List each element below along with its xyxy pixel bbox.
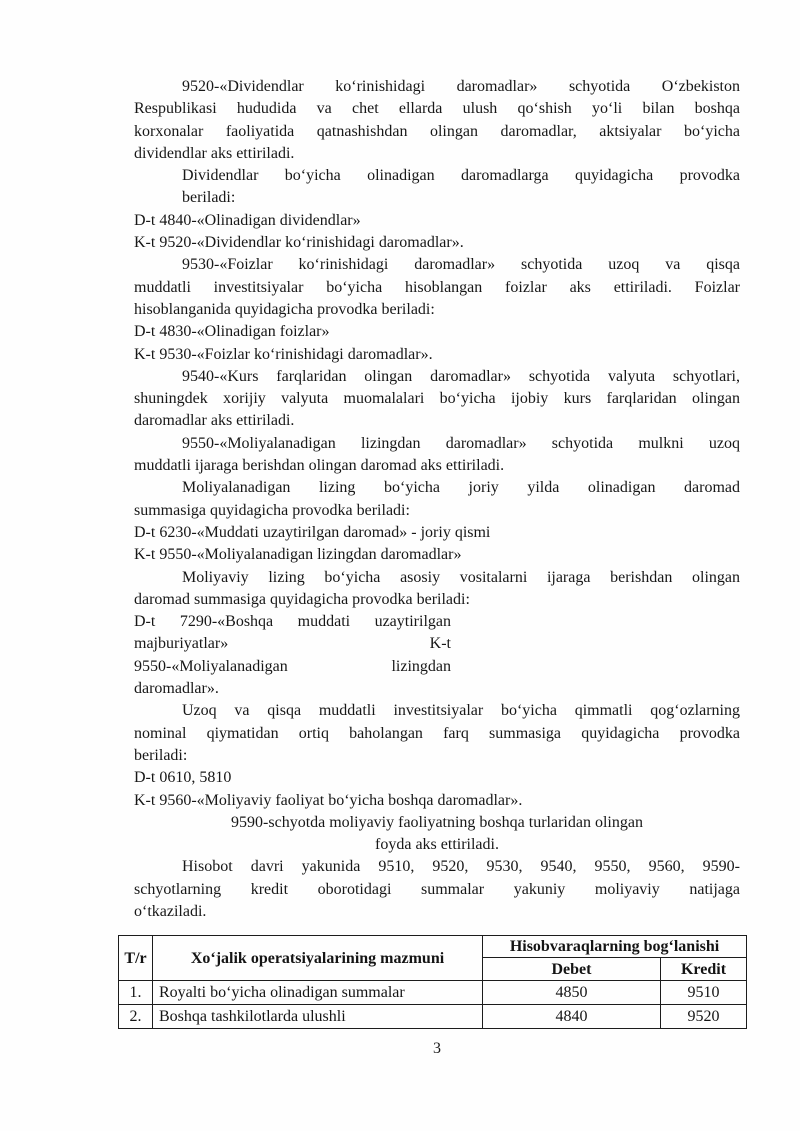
text-line: 9540-«Kurs farqlaridan olingan daromadlar» schyotida valyuta schyotlari, — [182, 367, 740, 385]
debit-account: 4850 — [483, 981, 661, 1005]
paragraph — [134, 567, 740, 612]
operations-table — [118, 935, 747, 1029]
paragraph — [134, 477, 740, 522]
table-header-accounts-group: Hisobvaraqlarning bog‘lanishi — [483, 936, 747, 958]
page-number: 3 — [433, 1040, 441, 1057]
paragraph — [134, 611, 451, 700]
paragraph — [134, 76, 740, 165]
text-line: shuningdek xorijiy valyuta muomalalari bo‘yicha ijobiy kurs farqlaridan olingan — [134, 390, 740, 408]
text-line: Moliyaviy lizing bo‘yicha asosiy vositalarni ijaraga berishdan olingan — [182, 568, 740, 586]
text-line: 9550-«Moliyalanadigan lizingdan daromadlar» schyotida mulkni uzoq — [182, 434, 740, 452]
paragraph — [134, 433, 740, 478]
credit-account: 9510 — [661, 981, 747, 1005]
paragraph — [134, 856, 740, 923]
table-row — [119, 981, 747, 1005]
text-line: muddatli investitsiyalar bo‘yicha hisoblangan foizlar aks ettiriladi. Foizlar — [134, 278, 740, 296]
text-line: 9590-schyotda moliyaviy faoliyatning boshqa turlaridan olingan — [231, 813, 643, 831]
text-line: 9550-«Moliyalanadigan lizingdan — [134, 657, 451, 675]
operation-description: Royalti bo‘yicha olinadigan summalar — [153, 981, 483, 1005]
debit-account: 4840 — [483, 1005, 661, 1029]
ledger-entry-line — [134, 232, 740, 254]
text-line: Hisobot davri yakunida 9510, 9520, 9530, 9540, 9550, 9560, 9590- — [182, 858, 740, 876]
text-line: Uzoq va qisqa muddatli investitsiyalar bo‘yicha qimmatli qog‘ozlarning — [182, 702, 740, 720]
text-line: korxonalar faoliyatida qatnashishdan olingan daromadlar, aktsiyalar bo‘yicha — [134, 122, 740, 140]
text-line: D-t 4840-«Olinadigan dividendlar» — [134, 211, 361, 229]
text-line: daromad summasiga quyidagicha provodka beriladi: — [134, 590, 470, 608]
text-line: daromadlar aks ettiriladi. — [134, 412, 295, 430]
text-line: summasiga quyidagicha provodka beriladi: — [134, 501, 410, 519]
text-line: nominal qiymatidan ortiq baholangan farq summasiga quyidagicha provodka — [134, 724, 740, 742]
text-line: Respublikasi hududida va chet ellarda ulush qo‘shish yo‘li bilan boshqa — [134, 100, 740, 118]
text-line: D-t 7290-«Boshqa muddati uzaytirilgan — [134, 613, 451, 631]
paragraph — [134, 700, 740, 767]
paragraph — [182, 165, 740, 210]
credit-account: 9520 — [661, 1005, 747, 1029]
table-header-content: Xo‘jalik operatsiyalarining mazmuni — [153, 936, 483, 981]
text-line: dividendlar aks ettiriladi. — [134, 144, 295, 162]
ledger-entry-line — [134, 544, 740, 566]
text-line: 9520-«Dividendlar ko‘rinishidagi daromadlar» schyotida O‘zbekiston — [182, 78, 740, 95]
text-line: D-t 6230-«Muddati uzaytirilgan daromad» - joriy qismi — [134, 523, 491, 541]
text-line: 9530-«Foizlar ko‘rinishidagi daromadlar» schyotida uzoq va qisqa — [182, 256, 740, 274]
text-line: K-t 9550-«Moliyalanadigan lizingdan daromadlar» — [134, 546, 462, 564]
text-line: o‘tkaziladi. — [134, 902, 207, 920]
row-number: 1. — [119, 981, 153, 1005]
text-line: hisoblanganida quyidagicha provodka beriladi: — [134, 300, 435, 318]
table-header-tr: T/r — [119, 936, 153, 981]
text-line: beriladi: — [134, 746, 188, 764]
ledger-entry-line — [134, 210, 740, 232]
ledger-entry-line — [134, 321, 740, 343]
ledger-entry-line — [134, 767, 740, 789]
operation-description: Boshqa tashkilotlarda ulushli — [153, 1005, 483, 1029]
text-line: D-t 4830-«Olinadigan foizlar» — [134, 323, 330, 341]
table-header-credit: Kredit — [661, 958, 747, 981]
text-line: foyda aks ettiriladi. — [375, 836, 499, 854]
text-line: schyotlarning kredit oborotidagi summalar yakuniy moliyaviy natijaga — [134, 880, 740, 898]
document-body — [134, 76, 740, 923]
text-line: daromadlar». — [134, 680, 219, 698]
paragraph — [134, 366, 740, 433]
text-line: K-t 9530-«Foizlar ko‘rinishidagi daromadlar». — [134, 345, 433, 363]
text-line: D-t 0610, 5810 — [134, 769, 232, 787]
text-line: K-t 9560-«Moliyaviy faoliyat bo‘yicha boshqa daromadlar». — [134, 791, 523, 809]
ledger-entry-line — [134, 790, 740, 812]
text-line: Moliyalanadigan lizing bo‘yicha joriy yilda olinadigan daromad — [182, 479, 740, 497]
text-line: majburiyatlar» K-t — [134, 635, 451, 653]
table-row — [119, 1005, 747, 1029]
paragraph — [134, 812, 740, 857]
row-number: 2. — [119, 1005, 153, 1029]
text-line: Dividendlar bo‘yicha olinadigan daromadlarga quyidagicha provodka — [182, 167, 740, 185]
paragraph — [134, 254, 740, 321]
table-header-debit: Debet — [483, 958, 661, 981]
ledger-entry-line — [134, 344, 740, 366]
text-line: muddatli ijaraga berishdan olingan daromad aks ettiriladi. — [134, 457, 505, 475]
text-line: K-t 9520-«Dividendlar ko‘rinishidagi daromadlar». — [134, 234, 464, 252]
ledger-entry-line — [134, 522, 740, 544]
text-line: beriladi: — [182, 189, 236, 207]
